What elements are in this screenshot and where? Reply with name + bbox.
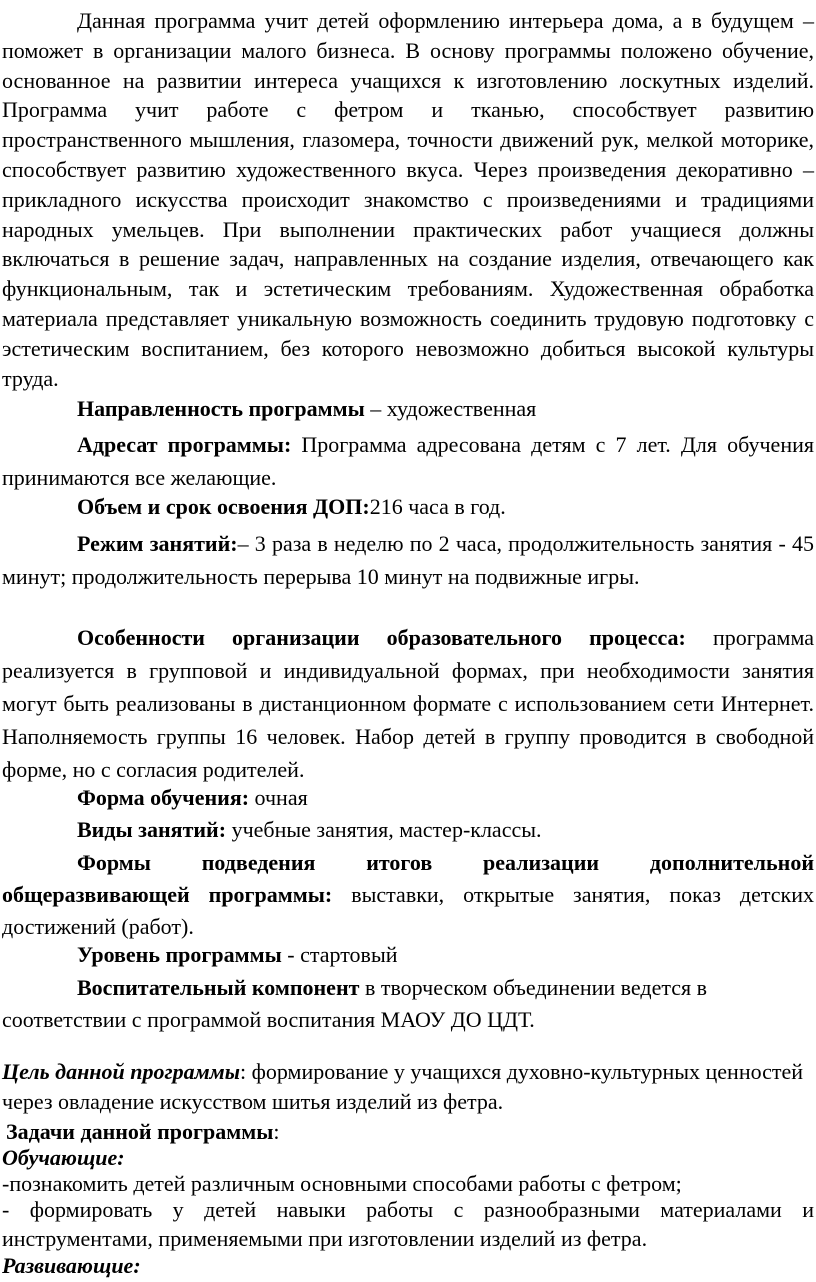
schedule-value: – 3 раза в неделю по 2 часа, продолжительность занятия - 45 минут; продолжительность перерыва 10 минут на подвижные игры. [2, 531, 814, 589]
volume-line [2, 492, 814, 522]
teaching-item-1: -познакомить детей различным основными способами работы с фетром; [2, 1171, 682, 1196]
direction-value: – художественная [364, 396, 537, 421]
features-paragraph [2, 621, 814, 786]
tasks-colon: : [273, 1119, 280, 1144]
teaching-label: Обучающие: [2, 1145, 125, 1170]
upbringing-label: Воспитательный компонент [77, 975, 360, 1000]
level-line [2, 940, 814, 970]
direction-line [2, 394, 814, 424]
results-paragraph [2, 879, 814, 943]
types-value: учебные занятия, мастер-классы. [226, 817, 542, 842]
features-value: программа реализуется в групповой и индивидуальной формах, при необходимости занятия могут быть реализованы в дистанционном формате с использованием сети Интернет. Наполняемость группы 16 человек. Набор детей в группу проводится в свободной форме, но с согласия родителей. [2, 625, 814, 782]
teaching-item-2: - формировать у детей навыки работы с разнообразными материалами и инструментами, применяемыми при изготовлении изделий из фетра. [2, 1197, 814, 1251]
audience-value: Программа адресована детям с 7 лет. Для обучения принимаются все желающие. [2, 432, 814, 490]
schedule-label: Режим занятий: [77, 531, 238, 556]
results-label-1: Формы подведения итогов реализации дополнительной [77, 850, 814, 875]
intro-paragraph: Данная программа учит детей оформлению интерьера дома, а в будущем – поможет в организации малого бизнеса. В основу программы положено обучение, основанное на развитии интереса учащихся к изготовлению лоскутных изделий. Программа учит работе с фетром и тканью, способствует развитию пространственного мышления, глазомера, точности движений рук, мелкой моторике, способствует развитию художественного вкуса. Через произведения декоративно – прикладного искусства происходит знакомство с произведениями и традициями народных умельцев. При выполнении практических работ учащиеся должны включаться в решение задач, направленных на создание изделия, отвечающего как функциональным, так и эстетическим требованиям. Художественная обработка материала представляет уникальную возможность соединить трудовую подготовку с эстетическим воспитанием, без которого невозможно добиться высокой культуры труда. [2, 8, 814, 391]
types-line [2, 815, 814, 845]
schedule-paragraph [2, 527, 814, 593]
results-label-2: общеразвивающей программы: [2, 882, 333, 907]
results-value: выставки, открытые занятия, показ детских достижений (работ). [2, 882, 814, 939]
types-label: Виды занятий: [77, 817, 227, 842]
form-label: Форма обучения: [77, 785, 250, 810]
developing-label: Развивающие: [2, 1253, 141, 1278]
upbringing-paragraph [2, 972, 814, 1036]
goal-paragraph [2, 1057, 814, 1117]
form-line [2, 783, 814, 813]
form-value: очная [249, 785, 308, 810]
goal-label: Цель данной программы [2, 1059, 241, 1084]
features-label: Особенности организации образовательного процесса: [77, 625, 686, 650]
volume-label: Объем и срок освоения ДОП: [77, 494, 370, 519]
goal-value: : формирование у учащихся духовно-культурных ценностей через овладение искусством шитья изделий из фетра. [2, 1059, 804, 1114]
tasks-label: Задачи данной программы [6, 1119, 274, 1144]
upbringing-value: в творческом объединении ведется в соответствии с программой воспитания МАОУ ДО ЦДТ. [2, 975, 708, 1032]
level-label: Уровень программы [77, 942, 282, 967]
audience-label: Адресат программы: [77, 432, 292, 457]
level-value: - стартовый [281, 942, 398, 967]
direction-label: Направленность программы [77, 396, 365, 421]
results-heading-line [2, 847, 814, 879]
audience-paragraph [2, 428, 814, 494]
developing-heading [2, 1251, 814, 1281]
volume-value: 216 часа в год. [369, 494, 506, 519]
